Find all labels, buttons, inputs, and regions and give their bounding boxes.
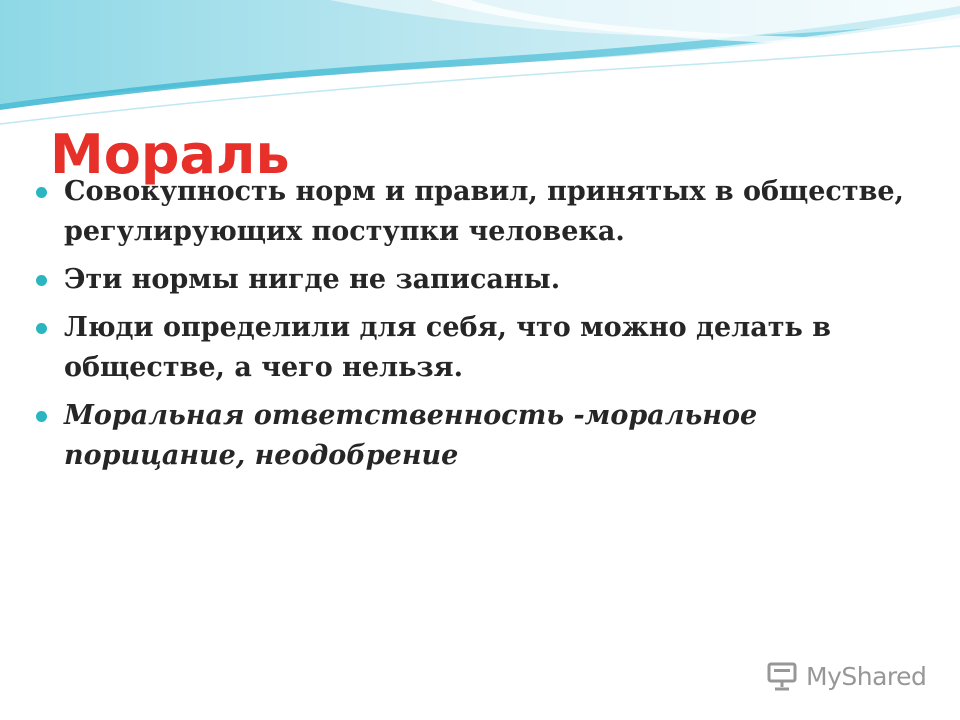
bullet-item bbox=[36, 260, 916, 300]
bullet-text: Люди определили для себя, что можно делать в обществе, а чего нельзя. bbox=[64, 312, 831, 383]
myshared-watermark bbox=[766, 656, 926, 696]
bullet-item bbox=[36, 308, 916, 388]
watermark-text: MyShared bbox=[806, 661, 927, 691]
bullet-text: Моральная ответственность -моральное порицание, неодобрение bbox=[64, 400, 758, 471]
bullet-text: Эти нормы нигде не записаны. bbox=[64, 264, 561, 295]
presentation-board-icon bbox=[766, 660, 798, 692]
bullet-marker-icon bbox=[36, 323, 47, 334]
bullet-list bbox=[36, 172, 916, 484]
bullet-marker-icon bbox=[36, 411, 47, 422]
bullet-marker-icon bbox=[36, 187, 47, 198]
slide-title: Мораль bbox=[50, 123, 290, 186]
bullet-text: Совокупность норм и правил, принятых в обществе, регулирующих поступки человека. bbox=[64, 176, 904, 247]
bullet-marker-icon bbox=[36, 275, 47, 286]
bullet-item bbox=[36, 172, 916, 252]
bullet-item bbox=[36, 396, 916, 476]
